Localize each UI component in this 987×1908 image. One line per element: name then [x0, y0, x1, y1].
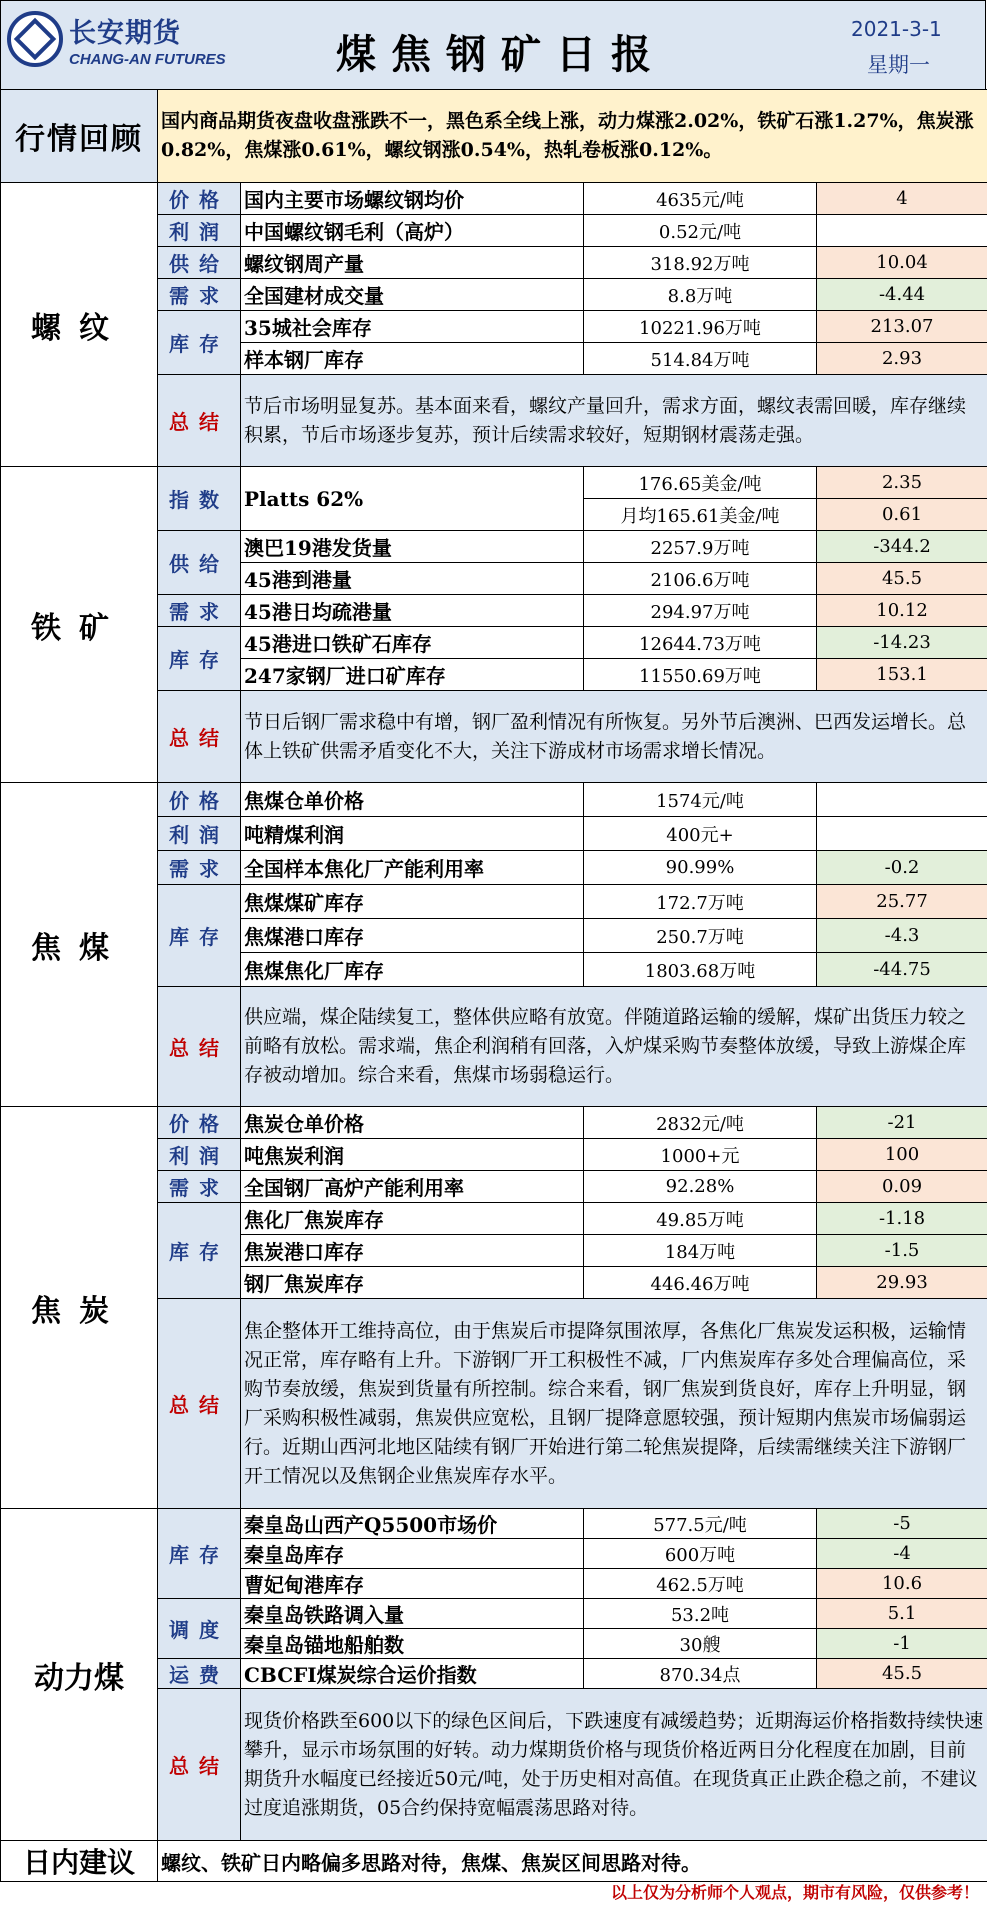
indicator-change: -4.44	[817, 279, 987, 311]
indicator-change: -1.18	[817, 1203, 987, 1235]
indicator-value: 90.99%	[584, 851, 817, 885]
indicator-change: 100	[817, 1139, 987, 1171]
indicator-value: 92.28%	[584, 1171, 817, 1203]
indicator-name: 螺纹钢周产量	[241, 247, 584, 279]
review-row	[1, 90, 987, 183]
section-thermal-coal: 动力煤	[1, 1509, 158, 1841]
indicator-name: CBCFI煤炭综合运价指数	[241, 1659, 584, 1689]
indicator-change: -21	[817, 1107, 987, 1139]
indicator-change: -4.3	[817, 919, 987, 953]
thermal-coal-summary: 现货价格跌至600以下的绿色区间后，下跌速度有减缓趋势；近期海运价格指数持续快速攀升，显示市场氛围的好转。动力煤期货价格与现货价格近两日分化程度在加剧，目前期货升水幅度已经接近50元/吨，处于历史相对高值。在现货真正止跌企稳之前，不建议过度追涨期货，05合约保持宽幅震荡思路对待。	[241, 1689, 987, 1841]
indicator-name: 45港到港量	[241, 563, 584, 595]
ore-summary: 节日后钢厂需求稳中有增，钢厂盈利情况有所恢复。另外节后澳洲、巴西发运增长。总体上铁矿供需矛盾变化不大，关注下游成材市场需求增长情况。	[241, 691, 987, 783]
report-date: 2021-3-1	[851, 17, 942, 41]
indicator-change: -344.2	[817, 531, 987, 563]
indicator-value: 400元+	[584, 817, 817, 851]
category-cell: 供给	[158, 531, 241, 595]
indicator-name: 45港日均疏港量	[241, 595, 584, 627]
category-cell: 运费	[158, 1659, 241, 1689]
indicator-name: 秦皇岛库存	[241, 1539, 584, 1569]
indicator-name: 45港进口铁矿石库存	[241, 627, 584, 659]
summary-label: 总结	[158, 375, 241, 467]
report-weekday: 星期一	[867, 53, 930, 77]
summary-label: 总结	[158, 691, 241, 783]
indicator-value: 1000+元	[584, 1139, 817, 1171]
section-coke: 焦炭	[1, 1107, 158, 1509]
indicator-change	[817, 783, 987, 817]
indicator-change: -1	[817, 1629, 987, 1659]
indicator-change: 5.1	[817, 1599, 987, 1629]
indicator-name: 吨精煤利润	[241, 817, 584, 851]
indicator-value: 600万吨	[584, 1539, 817, 1569]
indicator-value: 172.7万吨	[584, 885, 817, 919]
indicator-name: 焦煤煤矿库存	[241, 885, 584, 919]
indicator-value: 4635元/吨	[584, 183, 817, 215]
indicator-value: 2106.6万吨	[584, 563, 817, 595]
indicator-value: 514.84万吨	[584, 343, 817, 375]
indicator-change: -5	[817, 1509, 987, 1539]
brand-name-cn: 长安期货	[69, 18, 181, 49]
report-header	[0, 0, 986, 90]
indicator-change: 29.93	[817, 1267, 987, 1299]
advice-row	[1, 1841, 987, 1882]
category-cell: 需求	[158, 279, 241, 311]
indicator-name: 曹妃甸港库存	[241, 1569, 584, 1599]
category-cell: 价格	[158, 183, 241, 215]
indicator-name: 焦炭港口库存	[241, 1235, 584, 1267]
category-cell: 指数	[158, 467, 241, 531]
indicator-change: 10.12	[817, 595, 987, 627]
report-table	[0, 89, 987, 1882]
indicator-value: 30艘	[584, 1629, 817, 1659]
indicator-value: 10221.96万吨	[584, 311, 817, 343]
category-cell: 调度	[158, 1599, 241, 1659]
indicator-change: 45.5	[817, 1659, 987, 1689]
indicator-change: 2.93	[817, 343, 987, 375]
indicator-name: 焦化厂焦炭库存	[241, 1203, 584, 1235]
indicator-value: 446.46万吨	[584, 1267, 817, 1299]
indicator-change: 25.77	[817, 885, 987, 919]
section-rebar: 螺纹	[1, 183, 158, 467]
category-cell: 库存	[158, 1203, 241, 1299]
summary-label: 总结	[158, 1299, 241, 1509]
indicator-value: 184万吨	[584, 1235, 817, 1267]
indicator-name: 全国建材成交量	[241, 279, 584, 311]
review-text: 国内商品期货夜盘收盘涨跌不一，黑色系全线上涨，动力煤涨2.02%，铁矿石涨1.27%，焦炭涨0.82%，焦煤涨0.61%，螺纹钢涨0.54%，热轧卷板涨0.12%。	[158, 90, 987, 183]
indicator-change: 153.1	[817, 659, 987, 691]
indicator-value: 577.5元/吨	[584, 1509, 817, 1539]
indicator-name: 焦炭仓单价格	[241, 1107, 584, 1139]
coke-summary: 焦企整体开工维持高位，由于焦炭后市提降氛围浓厚，各焦化厂焦炭发运积极，运输情况正常，库存略有上升。下游钢厂开工积极性不减，厂内焦炭库存多处合理偏高位，采购节奏放缓，焦炭到货量有所控制。综合来看，钢厂焦炭到货良好，库存上升明显，钢厂采购积极性减弱，焦炭供应宽松，且钢厂提降意愿较强，预计短期内焦炭市场偏弱运行。近期山西河北地区陆续有钢厂开始进行第二轮焦炭提降，后续需继续关注下游钢厂开工情况以及焦钢企业焦炭库存水平。	[241, 1299, 987, 1509]
indicator-change: 4	[817, 183, 987, 215]
indicator-value: 11550.69万吨	[584, 659, 817, 691]
summary-label: 总结	[158, 987, 241, 1107]
category-cell: 需求	[158, 1171, 241, 1203]
indicator-change: 0.61	[817, 499, 987, 531]
indicator-change	[817, 817, 987, 851]
category-cell: 价格	[158, 783, 241, 817]
indicator-name: 国内主要市场螺纹钢均价	[241, 183, 584, 215]
indicator-change: 0.09	[817, 1171, 987, 1203]
indicator-name: 吨焦炭利润	[241, 1139, 584, 1171]
indicator-name: 样本钢厂库存	[241, 343, 584, 375]
category-cell: 库存	[158, 627, 241, 691]
indicator-value: 1574元/吨	[584, 783, 817, 817]
indicator-name: 247家钢厂进口矿库存	[241, 659, 584, 691]
section-coking-coal: 焦煤	[1, 783, 158, 1107]
indicator-value: 8.8万吨	[584, 279, 817, 311]
indicator-change: 213.07	[817, 311, 987, 343]
category-cell: 库存	[158, 885, 241, 987]
indicator-name: 全国钢厂高炉产能利用率	[241, 1171, 584, 1203]
indicator-value: 月均165.61美金/吨	[584, 499, 817, 531]
indicator-change: -14.23	[817, 627, 987, 659]
indicator-change: -0.2	[817, 851, 987, 885]
category-cell: 供给	[158, 247, 241, 279]
summary-label: 总结	[158, 1689, 241, 1841]
category-cell: 需求	[158, 851, 241, 885]
indicator-change: 10.04	[817, 247, 987, 279]
indicator-value: 53.2吨	[584, 1599, 817, 1629]
indicator-name: 全国样本焦化厂产能利用率	[241, 851, 584, 885]
indicator-change: -44.75	[817, 953, 987, 987]
review-label: 行情回顾	[1, 90, 158, 183]
indicator-value: 2257.9万吨	[584, 531, 817, 563]
indicator-change: 2.35	[817, 467, 987, 499]
rebar-summary: 节后市场明显复苏。基本面来看，螺纹产量回升，需求方面，螺纹表需回暖，库存继续积累，节后市场逐步复苏，预计后续需求较好，短期钢材震荡走强。	[241, 375, 987, 467]
category-cell: 利润	[158, 1139, 241, 1171]
indicator-value: 49.85万吨	[584, 1203, 817, 1235]
category-cell: 库存	[158, 1509, 241, 1599]
indicator-change: -4	[817, 1539, 987, 1569]
indicator-name: 焦煤港口库存	[241, 919, 584, 953]
indicator-value: 12644.73万吨	[584, 627, 817, 659]
indicator-name: 焦煤焦化厂库存	[241, 953, 584, 987]
indicator-value: 250.7万吨	[584, 919, 817, 953]
indicator-value: 2832元/吨	[584, 1107, 817, 1139]
category-cell: 利润	[158, 215, 241, 247]
indicator-change: 10.6	[817, 1569, 987, 1599]
advice-text: 螺纹、铁矿日内略偏多思路对待，焦煤、焦炭区间思路对待。	[158, 1841, 987, 1882]
indicator-name: 35城社会库存	[241, 311, 584, 343]
indicator-change: -1.5	[817, 1235, 987, 1267]
indicator-value: 870.34点	[584, 1659, 817, 1689]
report-title: 煤焦钢矿日报	[336, 32, 666, 78]
indicator-name: 澳巴19港发货量	[241, 531, 584, 563]
indicator-name: 中国螺纹钢毛利（高炉）	[241, 215, 584, 247]
section-iron-ore: 铁矿	[1, 467, 158, 783]
indicator-name: 焦煤仓单价格	[241, 783, 584, 817]
category-cell: 需求	[158, 595, 241, 627]
indicator-name: Platts 62%	[241, 467, 584, 531]
indicator-name: 钢厂焦炭库存	[241, 1267, 584, 1299]
company-logo-icon	[7, 11, 63, 67]
indicator-value: 462.5万吨	[584, 1569, 817, 1599]
advice-label: 日内建议	[1, 1841, 158, 1882]
brand-name-en: CHANG-AN FUTURES	[69, 51, 226, 68]
disclaimer-note: 以上仅为分析师个人观点，期市有风险，仅供参考！	[610, 1883, 979, 1902]
indicator-value: 318.92万吨	[584, 247, 817, 279]
indicator-value: 294.97万吨	[584, 595, 817, 627]
indicator-name: 秦皇岛锚地船舶数	[241, 1629, 584, 1659]
category-cell: 利润	[158, 817, 241, 851]
category-cell: 价格	[158, 1107, 241, 1139]
indicator-value: 176.65美金/吨	[584, 467, 817, 499]
indicator-value: 0.52元/吨	[584, 215, 817, 247]
indicator-value: 1803.68万吨	[584, 953, 817, 987]
category-cell: 库存	[158, 311, 241, 375]
coking-coal-summary: 供应端，煤企陆续复工，整体供应略有放宽。伴随道路运输的缓解，煤矿出货压力较之前略有放松。需求端，焦企利润稍有回落，入炉煤采购节奏整体放缓，导致上游煤企库存被动增加。综合来看，焦煤市场弱稳运行。	[241, 987, 987, 1107]
indicator-name: 秦皇岛铁路调入量	[241, 1599, 584, 1629]
indicator-name: 秦皇岛山西产Q5500市场价	[241, 1509, 584, 1539]
indicator-change: 45.5	[817, 563, 987, 595]
indicator-change	[817, 215, 987, 247]
